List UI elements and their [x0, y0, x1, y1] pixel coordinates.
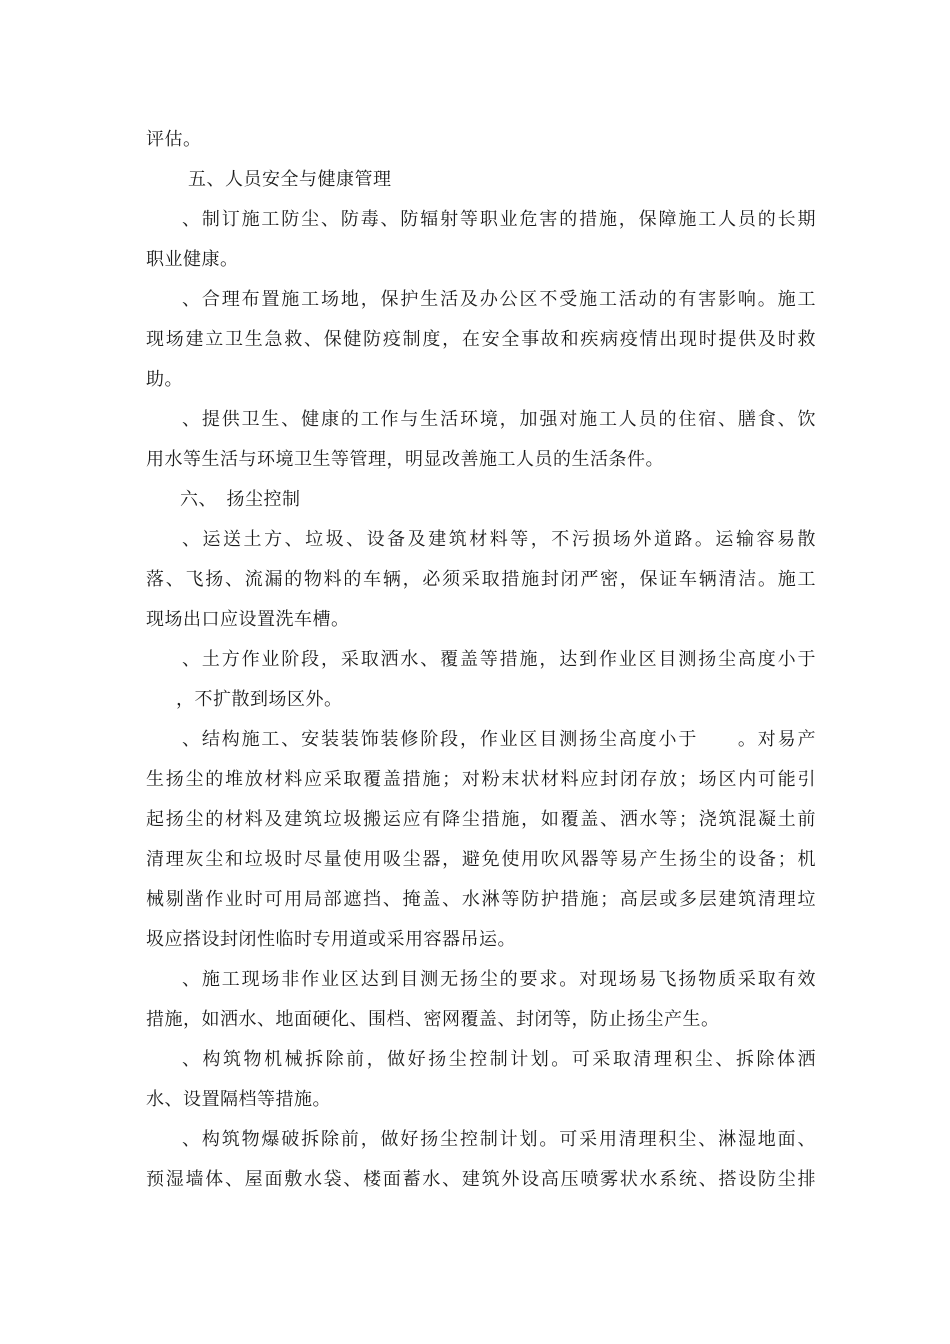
text-line: 评估。 [146, 129, 202, 150]
text-line: 圾应搭设封闭性临时专用道或采用容器吊运。 [146, 929, 516, 950]
section-heading: 六、 扬尘控制 [180, 489, 301, 510]
text-line: 助。 [146, 369, 183, 390]
text-line: 清理灰尘和垃圾时尽量使用吸尘器，避免使用吹风器等易产生扬尘的设备；机 [146, 849, 816, 870]
text-line: 、构筑物爆破拆除前，做好扬尘控制计划。可采用清理积尘、淋湿地面、 [182, 1129, 816, 1150]
text-line: 、提供卫生、健康的工作与生活环境，加强对施工人员的住宿、膳食、饮 [182, 409, 816, 430]
text-line: 、合理布置施工场地，保护生活及办公区不受施工活动的有害影响。施工 [182, 289, 816, 310]
text-line: 、制订施工防尘、防毒、防辐射等职业危害的措施，保障施工人员的长期 [182, 209, 816, 230]
text-line: 现场建立卫生急救、保健防疫制度，在安全事故和疾病疫情出现时提供及时救 [146, 329, 816, 350]
text-line: 、土方作业阶段，采取洒水、覆盖等措施，达到作业区目测扬尘高度小于 [182, 649, 816, 670]
text-line: 械剔凿作业时可用局部遮挡、掩盖、水淋等防护措施；高层或多层建筑清理垃 [146, 889, 816, 910]
text-line: 起扬尘的材料及建筑垃圾搬运应有降尘措施，如覆盖、洒水等；浇筑混凝土前 [146, 809, 816, 830]
text-line: 职业健康。 [146, 249, 239, 270]
text-line: 措施，如洒水、地面硬化、围档、密网覆盖、封闭等，防止扬尘产生。 [146, 1009, 720, 1030]
text-line: 水、设置隔档等措施。 [146, 1089, 331, 1110]
text-line: 生扬尘的堆放材料应采取覆盖措施；对粉末状材料应封闭存放；场区内可能引 [146, 769, 816, 790]
text-line: 、运送土方、垃圾、设备及建筑材料等，不污损场外道路。运输容易散 [182, 529, 816, 550]
text-line: 落、飞扬、流漏的物料的车辆，必须采取措施封闭严密，保证车辆清洁。施工 [146, 569, 816, 590]
text-line: 预湿墙体、屋面敷水袋、楼面蓄水、建筑外设高压喷雾状水系统、搭设防尘排 [146, 1169, 816, 1190]
text-line: 、施工现场非作业区达到目测无扬尘的要求。对现场易飞扬物质采取有效 [182, 969, 816, 990]
text-line: 现场出口应设置洗车槽。 [146, 609, 350, 630]
text-line: 用水等生活与环境卫生等管理，明显改善施工人员的生活条件。 [146, 449, 664, 470]
text-line: ，不扩散到场区外。 [176, 689, 343, 710]
text-line: 、构筑物机械拆除前，做好扬尘控制计划。可采取清理积尘、拆除体洒 [182, 1049, 816, 1070]
section-heading: 五、人员安全与健康管理 [188, 169, 392, 190]
text-line: 、结构施工、安装装饰装修阶段，作业区目测扬尘高度小于 。对易产 [182, 729, 816, 750]
